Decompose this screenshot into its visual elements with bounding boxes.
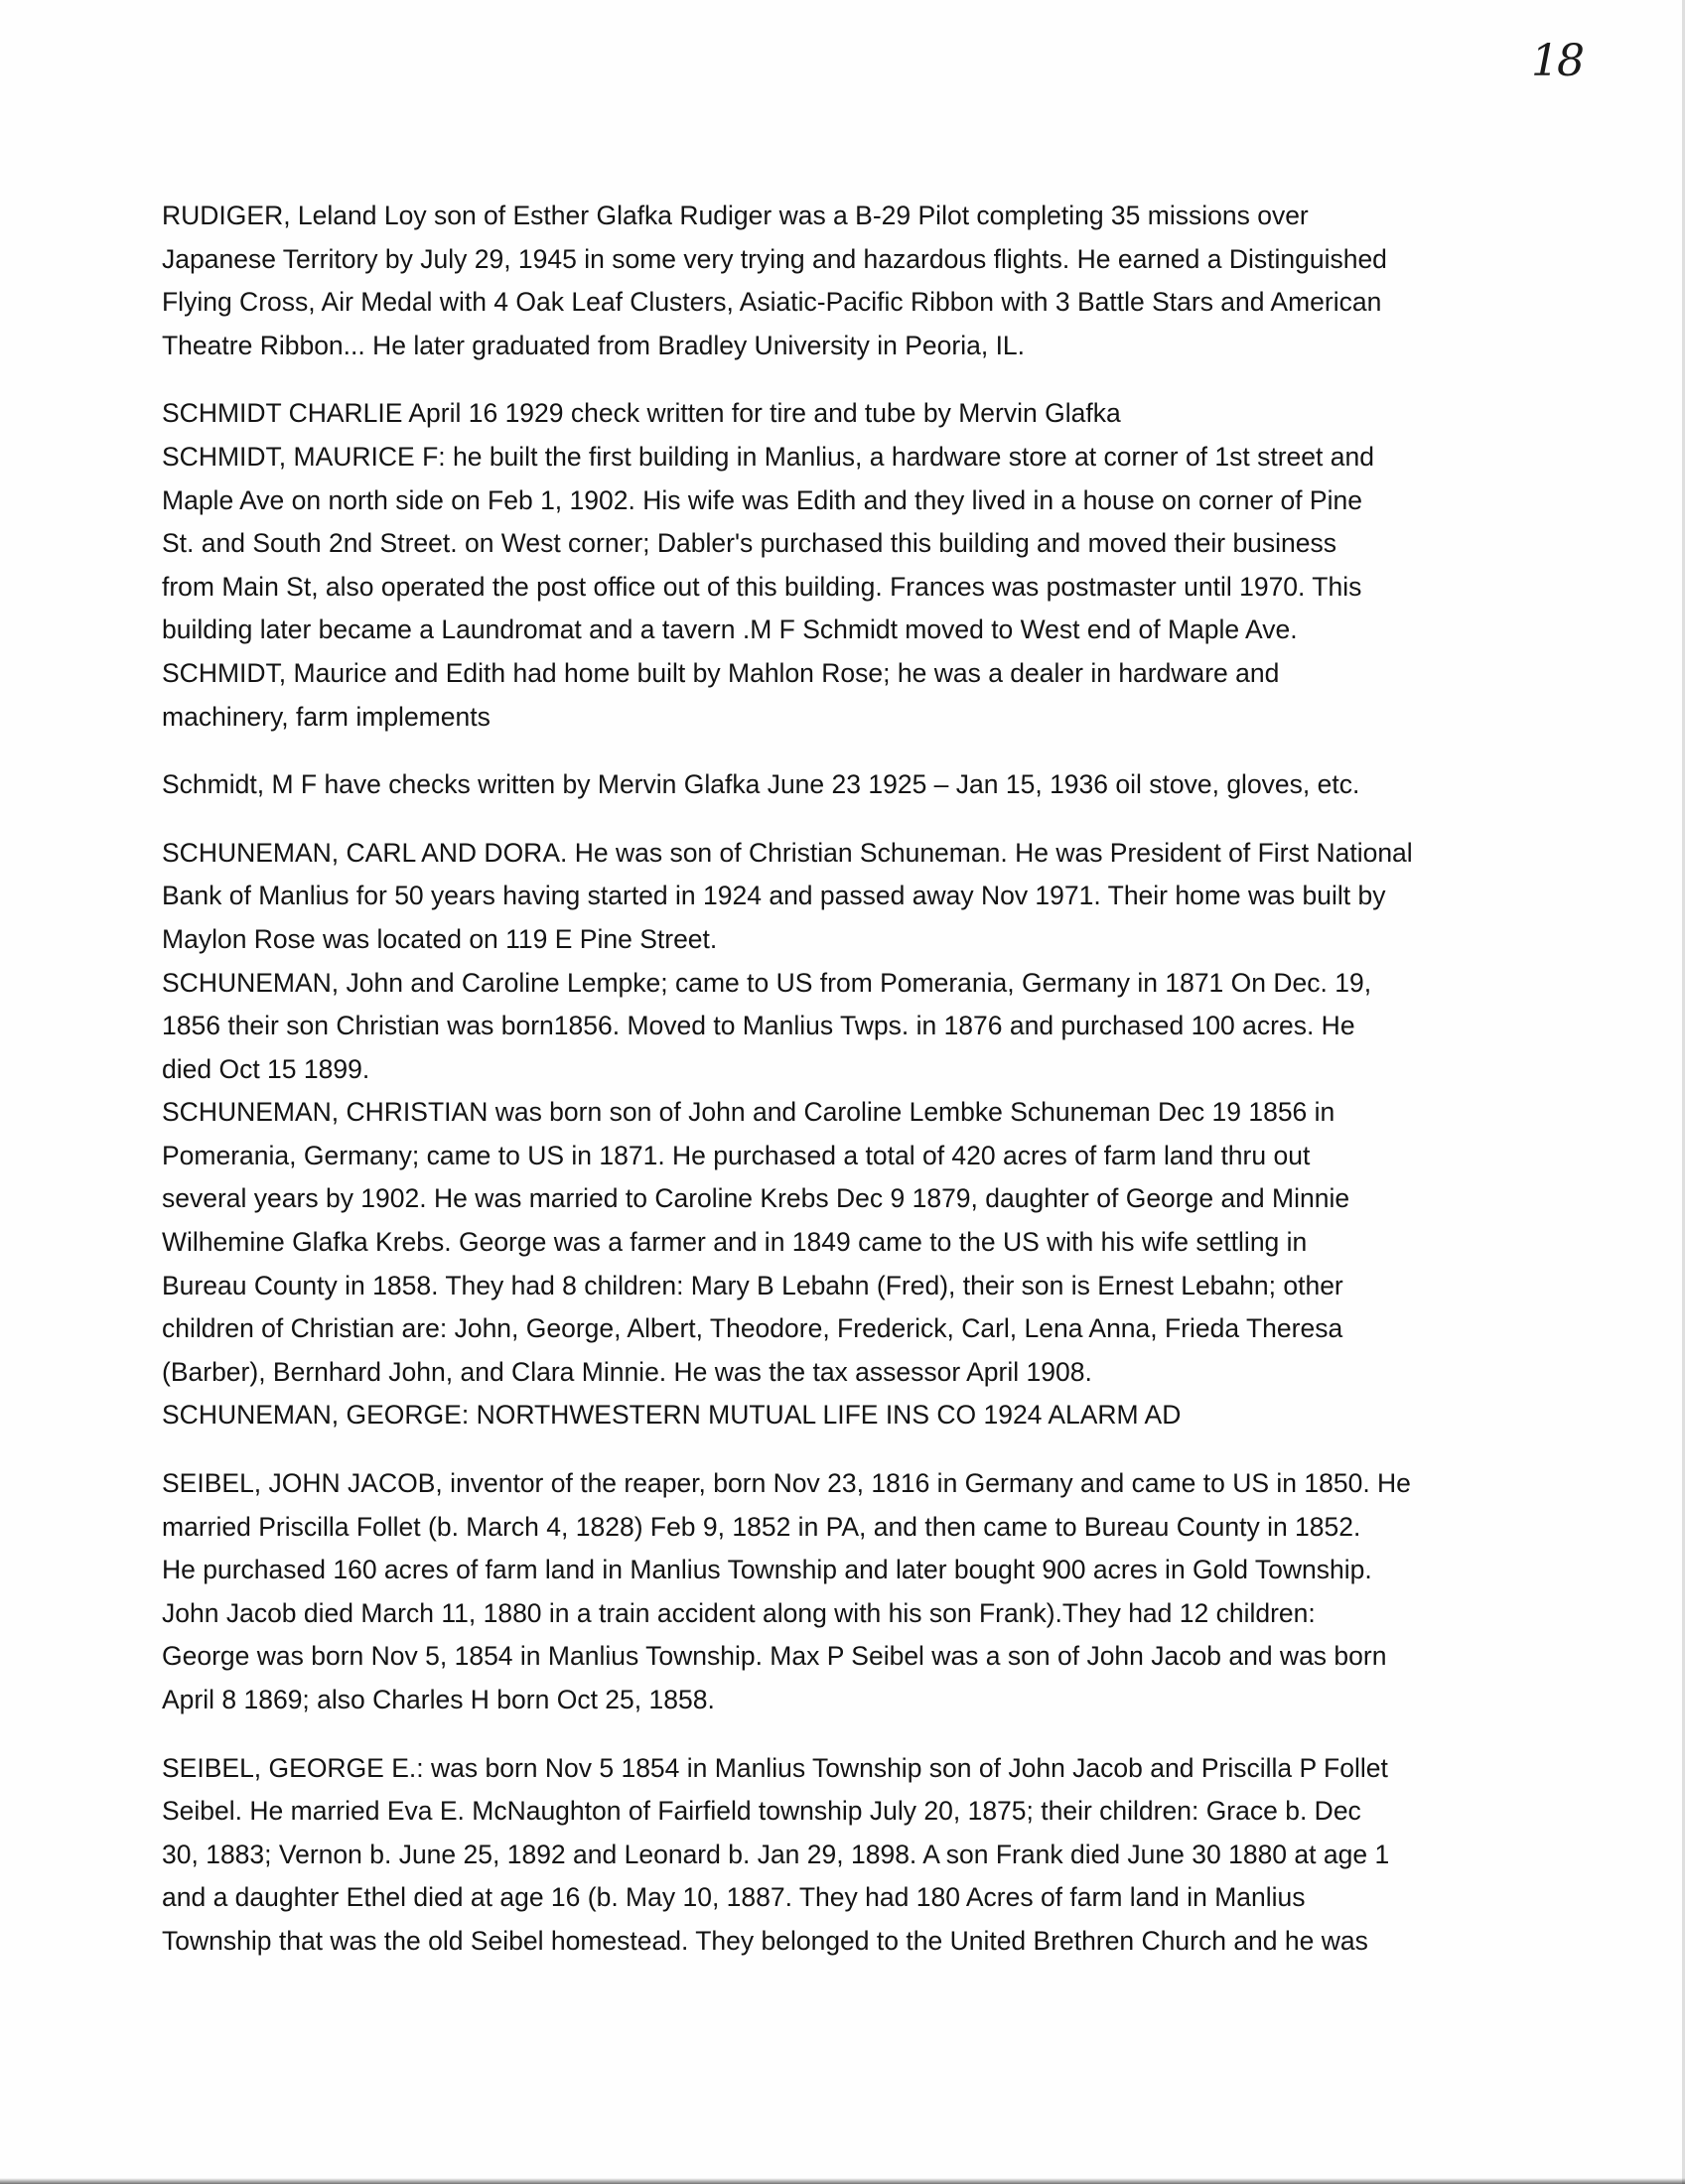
text-line: SEIBEL, GEORGE E.: was born Nov 5 1854 in Manlius Township son of John Jacob and Priscilla P Follet (162, 1752, 1388, 1783)
text-line: 1856 their son Christian was born1856. Moved to Manlius Twps. in 1876 and purchased 100 acres. He (162, 1011, 1355, 1041)
text-line: George was born Nov 5, 1854 in Manlius Township. Max P Seibel was a son of John Jacob and was born (162, 1641, 1387, 1672)
text-line: Schmidt, M F have checks written by Mervin Glafka June 23 1925 – Jan 15, 1936 oil stove, gloves, etc. (162, 769, 1360, 800)
text-line: SCHMIDT, MAURICE F: he built the first building in Manlius, a hardware store at corner of 1st street and (162, 441, 1374, 472)
text-line: building later became a Laundromat and a tavern .M F Schmidt moved to West end of Maple Ave. (162, 614, 1298, 645)
text-line: children of Christian are: John, George, Albert, Theodore, Frederick, Carl, Lena Anna, Frieda Theresa (162, 1313, 1343, 1344)
text-line: SCHUNEMAN, CHRISTIAN was born son of John and Caroline Lembke Schuneman Dec 19 1856 in (162, 1097, 1335, 1128)
text-line: (Barber), Bernhard John, and Clara Minnie. He was the tax assessor April 1908. (162, 1356, 1092, 1387)
page-number: 18 (1531, 36, 1583, 86)
text-line: from Main St, also operated the post office out of this building. Frances was postmaster until 1970. This (162, 571, 1362, 602)
text-line: Flying Cross, Air Medal with 4 Oak Leaf Clusters, Asiatic-Pacific Ribbon with 3 Battle Stars and American (162, 287, 1382, 318)
text-line: Bank of Manlius for 50 years having started in 1924 and passed away Nov 1971. Their home was built by (162, 881, 1386, 911)
text-line: several years by 1902. He was married to Caroline Krebs Dec 9 1879, daughter of George and Minnie (162, 1183, 1350, 1214)
entry-rudiger (162, 195, 1453, 367)
entry-schmidt (162, 392, 1453, 739)
text-line: SEIBEL, JOHN JACOB, inventor of the reaper, born Nov 23, 1816 in Germany and came to US in 1850. He (162, 1468, 1411, 1499)
text-line: SCHUNEMAN, CARL AND DORA. He was son of Christian Schuneman. He was President of First National (162, 837, 1413, 868)
text-line: Pomerania, Germany; came to US in 1871. He purchased a total of 420 acres of farm land thru out (162, 1140, 1311, 1170)
text-line: RUDIGER, Leland Loy son of Esther Glafka Rudiger was a B-29 Pilot completing 35 missions over (162, 201, 1309, 230)
text-line: Theatre Ribbon... He later graduated from Bradley University in Peoria, IL. (162, 330, 1026, 360)
text-line: St. and South 2nd Street. on West corner; Dabler's purchased this building and moved their business (162, 528, 1337, 559)
paragraph-gap (162, 807, 1453, 832)
text-line: SCHMIDT, Maurice and Edith had home built by Mahlon Rose; he was a dealer in hardware and (162, 657, 1280, 688)
text-line: Bureau County in 1858. They had 8 children: Mary B Lebahn (Fred), their son is Ernest Lebahn; other (162, 1270, 1343, 1300)
text-line: Township that was the old Seibel homestead. They belonged to the United Brethren Church and he was (162, 1925, 1368, 1956)
text-line: SCHUNEMAN, GEORGE: NORTHWESTERN MUTUAL LIFE INS CO 1924 ALARM AD (162, 1400, 1182, 1431)
text-line: SCHMIDT CHARLIE April 16 1929 check written for tire and tube by Mervin Glafka (162, 398, 1121, 429)
text-line: Japanese Territory by July 29, 1945 in some very trying and hazardous flights. He earned a Distinguished (162, 243, 1387, 274)
text-line: Maple Ave on north side on Feb 1, 1902. His wife was Edith and they lived in a house on corner of Pine (162, 484, 1362, 515)
text-line: married Priscilla Follet (b. March 4, 1828) Feb 9, 1852 in PA, and then came to Bureau County in 1852. (162, 1511, 1361, 1542)
text-line: John Jacob died March 11, 1880 in a train accident along with his son Frank).They had 12 children: (162, 1597, 1316, 1628)
text-line: April 8 1869; also Charles H born Oct 25, 1858. (162, 1685, 715, 1714)
text-line: Wilhemine Glafka Krebs. George was a farmer and in 1849 came to the US with his wife settling in (162, 1227, 1308, 1258)
entry-schuneman (162, 832, 1453, 1437)
entry-schmidt-checks (162, 763, 1453, 807)
text-line: Seibel. He married Eva E. McNaughton of Fairfield township July 20, 1875; their children: Grace b. Dec (162, 1796, 1361, 1827)
paragraph-gap (162, 1437, 1453, 1462)
paragraph-gap (162, 367, 1453, 392)
text-line: machinery, farm implements (162, 701, 491, 732)
document-body (162, 195, 1453, 1964)
text-line: He purchased 160 acres of farm land in Manlius Township and later bought 900 acres in Gold Township. (162, 1555, 1372, 1585)
paragraph-gap (162, 739, 1453, 763)
text-line: Maylon Rose was located on 119 E Pine Street. (162, 923, 718, 954)
text-line: SCHUNEMAN, John and Caroline Lempke; came to US from Pomerania, Germany in 1871 On Dec. 19, (162, 967, 1372, 998)
entry-seibel-john-jacob (162, 1462, 1453, 1722)
text-line: and a daughter Ethel died at age 16 (b. May 10, 1887. They had 180 Acres of farm land in Manlius (162, 1882, 1306, 1913)
paragraph-gap (162, 1722, 1453, 1747)
text-line: 30, 1883; Vernon b. June 25, 1892 and Leonard b. Jan 29, 1898. A son Frank died June 30 1880 at age 1 (162, 1839, 1390, 1869)
scan-bottom-edge (0, 2178, 1685, 2184)
text-line: died Oct 15 1899. (162, 1053, 370, 1084)
entry-seibel-george (162, 1747, 1453, 1964)
